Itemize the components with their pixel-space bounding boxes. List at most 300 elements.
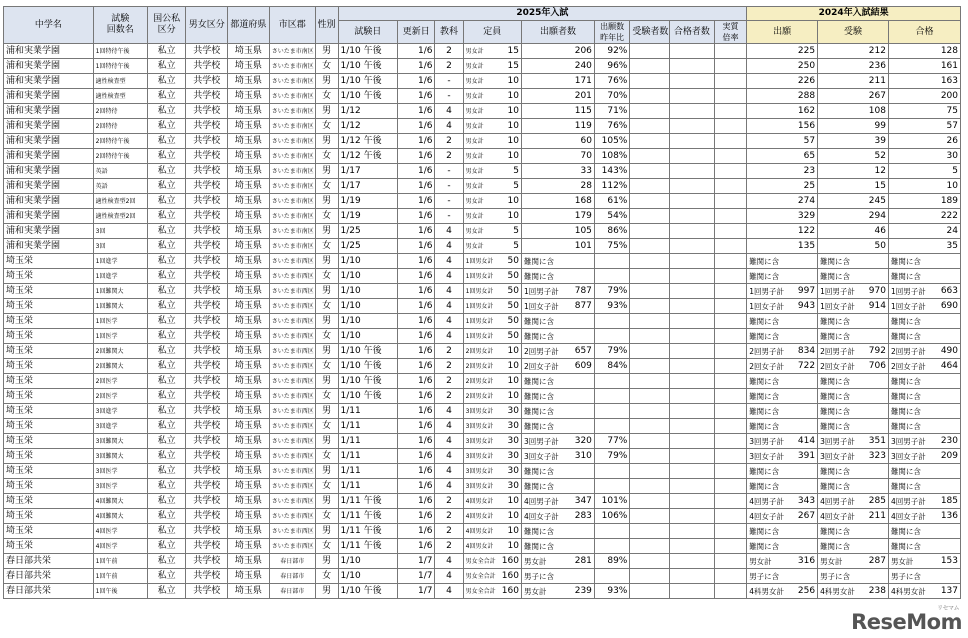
cell-type: 私立 bbox=[147, 479, 186, 494]
cell-2024-applied-label: 1回女子計 bbox=[749, 301, 784, 311]
cell-subjects: - bbox=[435, 164, 463, 179]
cell-capacity-value: 10 bbox=[507, 495, 519, 506]
cell-applicants bbox=[521, 374, 594, 389]
cell-applicants-value: 33 bbox=[580, 165, 592, 176]
cell-takers bbox=[630, 269, 670, 284]
cell-city: さいたま市南区 bbox=[269, 179, 315, 194]
cell-2024-taken-value: 792 bbox=[868, 345, 886, 356]
cell-capacity bbox=[463, 344, 521, 359]
cell-type: 私立 bbox=[147, 449, 186, 464]
cell-city: さいたま市西区 bbox=[269, 389, 315, 404]
cell-ratio: 105% bbox=[594, 134, 629, 149]
cell-update: 1/6 bbox=[397, 539, 435, 554]
cell-2024-passed bbox=[888, 539, 960, 554]
cell-update: 1/6 bbox=[397, 299, 435, 314]
cell-applicants bbox=[521, 104, 594, 119]
cell-2024-taken-label: 4科男女計 bbox=[820, 586, 855, 596]
cell-gender-type: 共学校 bbox=[186, 539, 228, 554]
table-row bbox=[4, 224, 961, 239]
cell-2024-applied-value: 722 bbox=[797, 360, 816, 371]
cell-capacity-value: 10 bbox=[507, 375, 519, 386]
cell-ratio: 79% bbox=[594, 449, 629, 464]
cell-applicants-value: 239 bbox=[574, 585, 592, 596]
cell-subjects: 4 bbox=[435, 464, 463, 479]
cell-round: 3回 bbox=[93, 224, 147, 239]
cell-passers bbox=[669, 449, 714, 464]
cell-capacity bbox=[463, 44, 521, 59]
cell-actual-rate bbox=[714, 119, 746, 134]
cell-2024-applied-label: 3回女子計 bbox=[749, 451, 784, 461]
cell-2024-passed bbox=[888, 89, 960, 104]
cell-passers bbox=[669, 134, 714, 149]
cell-applicants-value: 70 bbox=[580, 150, 592, 161]
table-row bbox=[4, 164, 961, 179]
cell-capacity bbox=[463, 74, 521, 89]
cell-2024-applied-label: 難関に含 bbox=[749, 256, 780, 266]
cell-gender-type: 共学校 bbox=[186, 464, 228, 479]
cell-applicants-value: 281 bbox=[574, 555, 592, 566]
cell-subjects: 4 bbox=[435, 299, 463, 314]
cell-type: 私立 bbox=[147, 344, 186, 359]
cell-subjects: 4 bbox=[435, 554, 463, 569]
cell-2024-applied bbox=[747, 344, 818, 359]
cell-prefecture: 埼玉県 bbox=[228, 569, 270, 584]
cell-2024-applied-value: 162 bbox=[797, 105, 816, 116]
cell-capacity bbox=[463, 104, 521, 119]
cell-applicants-label: 3回男子計 bbox=[523, 436, 559, 446]
cell-2024-applied-value: 343 bbox=[797, 495, 816, 506]
cell-capacity-value: 5 bbox=[513, 165, 519, 176]
group-2024-header: 2024年入試結果 bbox=[747, 7, 961, 21]
cell-applicants-value: 240 bbox=[574, 60, 592, 71]
cell-passers bbox=[669, 44, 714, 59]
cell-update: 1/7 bbox=[397, 569, 435, 584]
cell-capacity-value: 30 bbox=[507, 420, 519, 431]
cell-capacity bbox=[463, 89, 521, 104]
cell-2024-taken-label: 難関に含 bbox=[820, 466, 851, 476]
cell-2024-passed bbox=[888, 194, 960, 209]
cell-applicants-label: 難関に含 bbox=[523, 376, 554, 386]
cell-update: 1/7 bbox=[397, 584, 435, 599]
cell-ratio: 112% bbox=[594, 179, 629, 194]
cell-passers bbox=[669, 179, 714, 194]
cell-2024-taken bbox=[818, 404, 889, 419]
cell-gender-type: 共学校 bbox=[186, 269, 228, 284]
cell-gender-type: 共学校 bbox=[186, 404, 228, 419]
cell-exam-date: 1/10 午後 bbox=[338, 389, 397, 404]
cell-gender-type: 共学校 bbox=[186, 179, 228, 194]
cell-2024-applied bbox=[747, 209, 818, 224]
cell-2024-passed-label: 1回男子計 bbox=[890, 286, 926, 296]
cell-exam-date: 1/11 bbox=[338, 419, 397, 434]
cell-2024-taken bbox=[818, 494, 889, 509]
cell-2024-taken-value: 914 bbox=[868, 300, 886, 311]
cell-2024-applied bbox=[747, 329, 818, 344]
cell-subjects: 2 bbox=[435, 494, 463, 509]
cell-exam-date: 1/10 午後 bbox=[338, 59, 397, 74]
cell-capacity-label: 4回男女計 bbox=[465, 542, 494, 550]
cell-ratio: 79% bbox=[594, 344, 629, 359]
cell-applicants-label: 難関に含 bbox=[523, 256, 554, 266]
cell-prefecture: 埼玉県 bbox=[228, 164, 270, 179]
cell-applicants bbox=[521, 89, 594, 104]
cell-2024-passed-value: 490 bbox=[940, 345, 958, 356]
cell-takers bbox=[630, 134, 670, 149]
cell-prefecture: 埼玉県 bbox=[228, 149, 270, 164]
cell-2024-taken bbox=[818, 254, 889, 269]
cell-sex: 女 bbox=[315, 479, 338, 494]
table-body bbox=[4, 44, 961, 599]
cell-2024-applied-label: 4科男女計 bbox=[749, 586, 784, 596]
cell-applicants bbox=[521, 194, 594, 209]
cell-round: 1回医学 bbox=[93, 314, 147, 329]
cell-applicants bbox=[521, 269, 594, 284]
cell-2024-applied-value: 329 bbox=[797, 210, 816, 221]
cell-applicants-value: 171 bbox=[574, 75, 592, 86]
cell-round: 1回進学 bbox=[93, 254, 147, 269]
cell-2024-passed-label: 難関に含 bbox=[890, 421, 921, 431]
cell-2024-applied bbox=[747, 194, 818, 209]
cell-takers bbox=[630, 389, 670, 404]
cell-2024-taken-value: 323 bbox=[868, 450, 886, 461]
cell-capacity-value: 15 bbox=[507, 60, 519, 71]
cell-2024-taken-value: 99 bbox=[874, 120, 886, 131]
table-row bbox=[4, 179, 961, 194]
cell-capacity-value: 30 bbox=[507, 435, 519, 446]
cell-applicants-label: 3回女子計 bbox=[523, 451, 559, 461]
cell-2024-applied bbox=[747, 149, 818, 164]
cell-2024-passed-label: 難関に含 bbox=[890, 256, 921, 266]
cell-2024-taken-label: 2回女子計 bbox=[820, 361, 855, 371]
cell-exam-date: 1/11 bbox=[338, 464, 397, 479]
cell-actual-rate bbox=[714, 479, 746, 494]
cell-gender-type: 共学校 bbox=[186, 419, 228, 434]
cell-city: さいたま市南区 bbox=[269, 44, 315, 59]
cell-capacity-label: 男女計 bbox=[465, 92, 484, 100]
cell-applicants bbox=[521, 569, 594, 584]
table-row bbox=[4, 104, 961, 119]
cell-gender-type: 共学校 bbox=[186, 314, 228, 329]
cell-capacity bbox=[463, 419, 521, 434]
cell-2024-applied bbox=[747, 539, 818, 554]
cell-takers bbox=[630, 119, 670, 134]
cell-applicants bbox=[521, 119, 594, 134]
cell-2024-passed bbox=[888, 374, 960, 389]
cell-takers bbox=[630, 164, 670, 179]
cell-sex: 男 bbox=[315, 44, 338, 59]
cell-2024-passed bbox=[888, 149, 960, 164]
cell-actual-rate bbox=[714, 194, 746, 209]
cell-passers bbox=[669, 554, 714, 569]
cell-2024-passed-value: 464 bbox=[940, 360, 958, 371]
cell-ratio: 93% bbox=[594, 584, 629, 599]
cell-capacity-label: 4回男女計 bbox=[465, 497, 494, 505]
cell-2024-passed-value: 209 bbox=[940, 450, 958, 461]
col-exam-date: 試験日 bbox=[338, 21, 397, 44]
cell-2024-taken bbox=[818, 524, 889, 539]
cell-update: 1/6 bbox=[397, 344, 435, 359]
cell-capacity-value: 50 bbox=[507, 330, 519, 341]
cell-type: 私立 bbox=[147, 434, 186, 449]
cell-2024-taken bbox=[818, 419, 889, 434]
cell-passers bbox=[669, 149, 714, 164]
col-2024-passed: 合格 bbox=[888, 21, 960, 44]
cell-type: 私立 bbox=[147, 464, 186, 479]
cell-2024-passed-label: 難関に含 bbox=[890, 316, 921, 326]
cell-2024-applied-value: 834 bbox=[797, 345, 816, 356]
cell-actual-rate bbox=[714, 524, 746, 539]
cell-type: 私立 bbox=[147, 134, 186, 149]
cell-city: さいたま市南区 bbox=[269, 164, 315, 179]
cell-update: 1/6 bbox=[397, 134, 435, 149]
cell-2024-taken-value: 351 bbox=[868, 435, 886, 446]
cell-capacity-value: 10 bbox=[507, 150, 519, 161]
cell-2024-applied-label: 男女計 bbox=[749, 556, 772, 566]
cell-2024-applied-label: 2回男子計 bbox=[749, 346, 784, 356]
cell-actual-rate bbox=[714, 269, 746, 284]
cell-2024-passed-label: 4回男子計 bbox=[890, 496, 926, 506]
cell-2024-taken-label: 2回男子計 bbox=[820, 346, 855, 356]
cell-applicants bbox=[521, 44, 594, 59]
cell-capacity bbox=[463, 509, 521, 524]
table-row bbox=[4, 584, 961, 599]
cell-exam-date: 1/19 bbox=[338, 194, 397, 209]
cell-2024-taken bbox=[818, 164, 889, 179]
cell-applicants-value: 206 bbox=[574, 45, 592, 56]
cell-2024-taken-label: 3回男子計 bbox=[820, 436, 855, 446]
cell-passers bbox=[669, 404, 714, 419]
cell-prefecture: 埼玉県 bbox=[228, 404, 270, 419]
cell-subjects: 2 bbox=[435, 509, 463, 524]
table-row bbox=[4, 479, 961, 494]
cell-2024-passed-label: 難関に含 bbox=[890, 391, 921, 401]
cell-capacity bbox=[463, 389, 521, 404]
cell-actual-rate bbox=[714, 374, 746, 389]
cell-city: さいたま市西区 bbox=[269, 494, 315, 509]
cell-2024-applied bbox=[747, 509, 818, 524]
cell-applicants bbox=[521, 164, 594, 179]
cell-passers bbox=[669, 479, 714, 494]
cell-2024-applied-value: 414 bbox=[797, 435, 816, 446]
cell-passers bbox=[669, 224, 714, 239]
cell-capacity-value: 10 bbox=[507, 360, 519, 371]
cell-takers bbox=[630, 584, 670, 599]
cell-capacity-value: 30 bbox=[507, 480, 519, 491]
cell-capacity-label: 2回男女計 bbox=[465, 362, 494, 370]
cell-2024-taken bbox=[818, 569, 889, 584]
cell-applicants bbox=[521, 284, 594, 299]
cell-capacity-value: 10 bbox=[507, 105, 519, 116]
cell-2024-taken-value: 108 bbox=[868, 105, 886, 116]
cell-round: 適性検査型 bbox=[93, 89, 147, 104]
cell-ratio: 76% bbox=[594, 74, 629, 89]
cell-applicants-value: 347 bbox=[574, 495, 592, 506]
cell-round: 英語 bbox=[93, 179, 147, 194]
cell-exam-date: 1/17 bbox=[338, 179, 397, 194]
cell-gender-type: 共学校 bbox=[186, 134, 228, 149]
cell-subjects: - bbox=[435, 194, 463, 209]
cell-2024-passed-label: 4科男女計 bbox=[890, 586, 926, 596]
cell-type: 私立 bbox=[147, 524, 186, 539]
cell-applicants-label: 1回女子計 bbox=[523, 301, 559, 311]
cell-passers bbox=[669, 524, 714, 539]
cell-sex: 男 bbox=[315, 404, 338, 419]
cell-ratio bbox=[594, 329, 629, 344]
cell-actual-rate bbox=[714, 404, 746, 419]
cell-school: 埼玉栄 bbox=[4, 374, 94, 389]
cell-applicants-label: 4回女子計 bbox=[523, 511, 559, 521]
cell-2024-applied bbox=[747, 479, 818, 494]
cell-capacity-value: 10 bbox=[507, 75, 519, 86]
cell-exam-date: 1/10 bbox=[338, 329, 397, 344]
cell-city: さいたま市西区 bbox=[269, 419, 315, 434]
cell-school: 浦和実業学園 bbox=[4, 239, 94, 254]
cell-2024-taken-value: 15 bbox=[874, 180, 886, 191]
cell-applicants-label: 1回男子計 bbox=[523, 286, 559, 296]
table-row bbox=[4, 89, 961, 104]
cell-capacity-value: 160 bbox=[501, 585, 519, 596]
cell-prefecture: 埼玉県 bbox=[228, 254, 270, 269]
cell-gender-type: 共学校 bbox=[186, 554, 228, 569]
cell-capacity-value: 10 bbox=[507, 390, 519, 401]
cell-exam-date: 1/10 午後 bbox=[338, 89, 397, 104]
cell-2024-taken bbox=[818, 329, 889, 344]
cell-update: 1/6 bbox=[397, 164, 435, 179]
cell-takers bbox=[630, 374, 670, 389]
cell-gender-type: 共学校 bbox=[186, 239, 228, 254]
cell-2024-applied-value: 25 bbox=[803, 180, 816, 191]
cell-applicants-value: 168 bbox=[574, 195, 592, 206]
cell-city: さいたま市南区 bbox=[269, 239, 315, 254]
cell-2024-applied-value: 256 bbox=[797, 585, 816, 596]
cell-passers bbox=[669, 104, 714, 119]
cell-prefecture: 埼玉県 bbox=[228, 464, 270, 479]
cell-passers bbox=[669, 209, 714, 224]
cell-round: 適性検査型2回 bbox=[93, 209, 147, 224]
cell-capacity bbox=[463, 539, 521, 554]
cell-sex: 女 bbox=[315, 239, 338, 254]
cell-gender-type: 共学校 bbox=[186, 359, 228, 374]
cell-passers bbox=[669, 89, 714, 104]
cell-capacity bbox=[463, 434, 521, 449]
cell-2024-taken bbox=[818, 344, 889, 359]
cell-type: 私立 bbox=[147, 194, 186, 209]
cell-applicants-value: 787 bbox=[574, 285, 592, 296]
cell-sex: 女 bbox=[315, 149, 338, 164]
cell-capacity-value: 50 bbox=[507, 270, 519, 281]
cell-sex: 女 bbox=[315, 269, 338, 284]
cell-capacity-label: 男女計 bbox=[465, 167, 484, 175]
cell-sex: 女 bbox=[315, 539, 338, 554]
cell-2024-passed bbox=[888, 314, 960, 329]
cell-capacity-value: 10 bbox=[507, 120, 519, 131]
cell-type: 私立 bbox=[147, 44, 186, 59]
cell-city: さいたま市西区 bbox=[269, 344, 315, 359]
cell-type: 私立 bbox=[147, 74, 186, 89]
cell-sex: 男 bbox=[315, 194, 338, 209]
cell-2024-applied bbox=[747, 44, 818, 59]
cell-2024-passed-value: 5 bbox=[952, 165, 958, 176]
cell-2024-taken bbox=[818, 434, 889, 449]
cell-2024-taken-value: 287 bbox=[868, 555, 886, 566]
cell-type: 私立 bbox=[147, 179, 186, 194]
cell-exam-date: 1/19 bbox=[338, 209, 397, 224]
cell-gender-type: 共学校 bbox=[186, 254, 228, 269]
cell-applicants bbox=[521, 239, 594, 254]
cell-subjects: 4 bbox=[435, 434, 463, 449]
cell-actual-rate bbox=[714, 104, 746, 119]
cell-round: 4回難関大 bbox=[93, 494, 147, 509]
cell-sex: 男 bbox=[315, 224, 338, 239]
cell-takers bbox=[630, 89, 670, 104]
cell-sex: 男 bbox=[315, 374, 338, 389]
cell-type: 私立 bbox=[147, 239, 186, 254]
cell-2024-applied bbox=[747, 449, 818, 464]
cell-2024-taken-value: 212 bbox=[868, 45, 886, 56]
cell-prefecture: 埼玉県 bbox=[228, 314, 270, 329]
cell-exam-date: 1/10 bbox=[338, 269, 397, 284]
cell-applicants-value: 115 bbox=[574, 105, 592, 116]
cell-2024-taken-label: 3回女子計 bbox=[820, 451, 855, 461]
cell-exam-date: 1/10 bbox=[338, 254, 397, 269]
cell-actual-rate bbox=[714, 59, 746, 74]
cell-sex: 女 bbox=[315, 209, 338, 224]
cell-applicants-value: 320 bbox=[574, 435, 592, 446]
cell-passers bbox=[669, 569, 714, 584]
cell-prefecture: 埼玉県 bbox=[228, 539, 270, 554]
cell-prefecture: 埼玉県 bbox=[228, 194, 270, 209]
cell-gender-type: 共学校 bbox=[186, 164, 228, 179]
col-subjects: 教科 bbox=[435, 21, 463, 44]
cell-2024-passed bbox=[888, 104, 960, 119]
cell-2024-passed-value: 161 bbox=[940, 60, 958, 71]
cell-city: さいたま市南区 bbox=[269, 104, 315, 119]
cell-applicants-label: 難関に含 bbox=[523, 331, 554, 341]
cell-2024-taken-value: 238 bbox=[868, 585, 886, 596]
cell-actual-rate bbox=[714, 284, 746, 299]
cell-actual-rate bbox=[714, 539, 746, 554]
cell-takers bbox=[630, 209, 670, 224]
cell-city: さいたま市西区 bbox=[269, 284, 315, 299]
cell-2024-passed-label: 難関に含 bbox=[890, 406, 921, 416]
cell-school: 埼玉栄 bbox=[4, 434, 94, 449]
cell-update: 1/6 bbox=[397, 389, 435, 404]
cell-2024-passed bbox=[888, 74, 960, 89]
cell-round: 3回難関大 bbox=[93, 434, 147, 449]
cell-capacity-value: 160 bbox=[501, 555, 519, 566]
cell-prefecture: 埼玉県 bbox=[228, 209, 270, 224]
table-row bbox=[4, 284, 961, 299]
cell-passers bbox=[669, 494, 714, 509]
cell-update: 1/7 bbox=[397, 554, 435, 569]
cell-2024-applied-label: 男子に含 bbox=[749, 571, 780, 581]
cell-city: さいたま市南区 bbox=[269, 89, 315, 104]
cell-capacity bbox=[463, 119, 521, 134]
cell-update: 1/6 bbox=[397, 284, 435, 299]
cell-ratio bbox=[594, 269, 629, 284]
cell-2024-applied-value: 316 bbox=[797, 555, 816, 566]
cell-school: 埼玉栄 bbox=[4, 494, 94, 509]
cell-applicants-label: 難関に含 bbox=[523, 466, 554, 476]
col-prefecture: 都道府県 bbox=[228, 7, 270, 44]
cell-capacity bbox=[463, 299, 521, 314]
cell-capacity-label: 3回男女計 bbox=[465, 482, 494, 490]
col-actual-rate: 実質 倍率 bbox=[714, 21, 746, 44]
cell-2024-applied-value: 122 bbox=[797, 225, 816, 236]
cell-update: 1/6 bbox=[397, 194, 435, 209]
col-takers: 受験者数 bbox=[630, 21, 670, 44]
cell-prefecture: 埼玉県 bbox=[228, 299, 270, 314]
